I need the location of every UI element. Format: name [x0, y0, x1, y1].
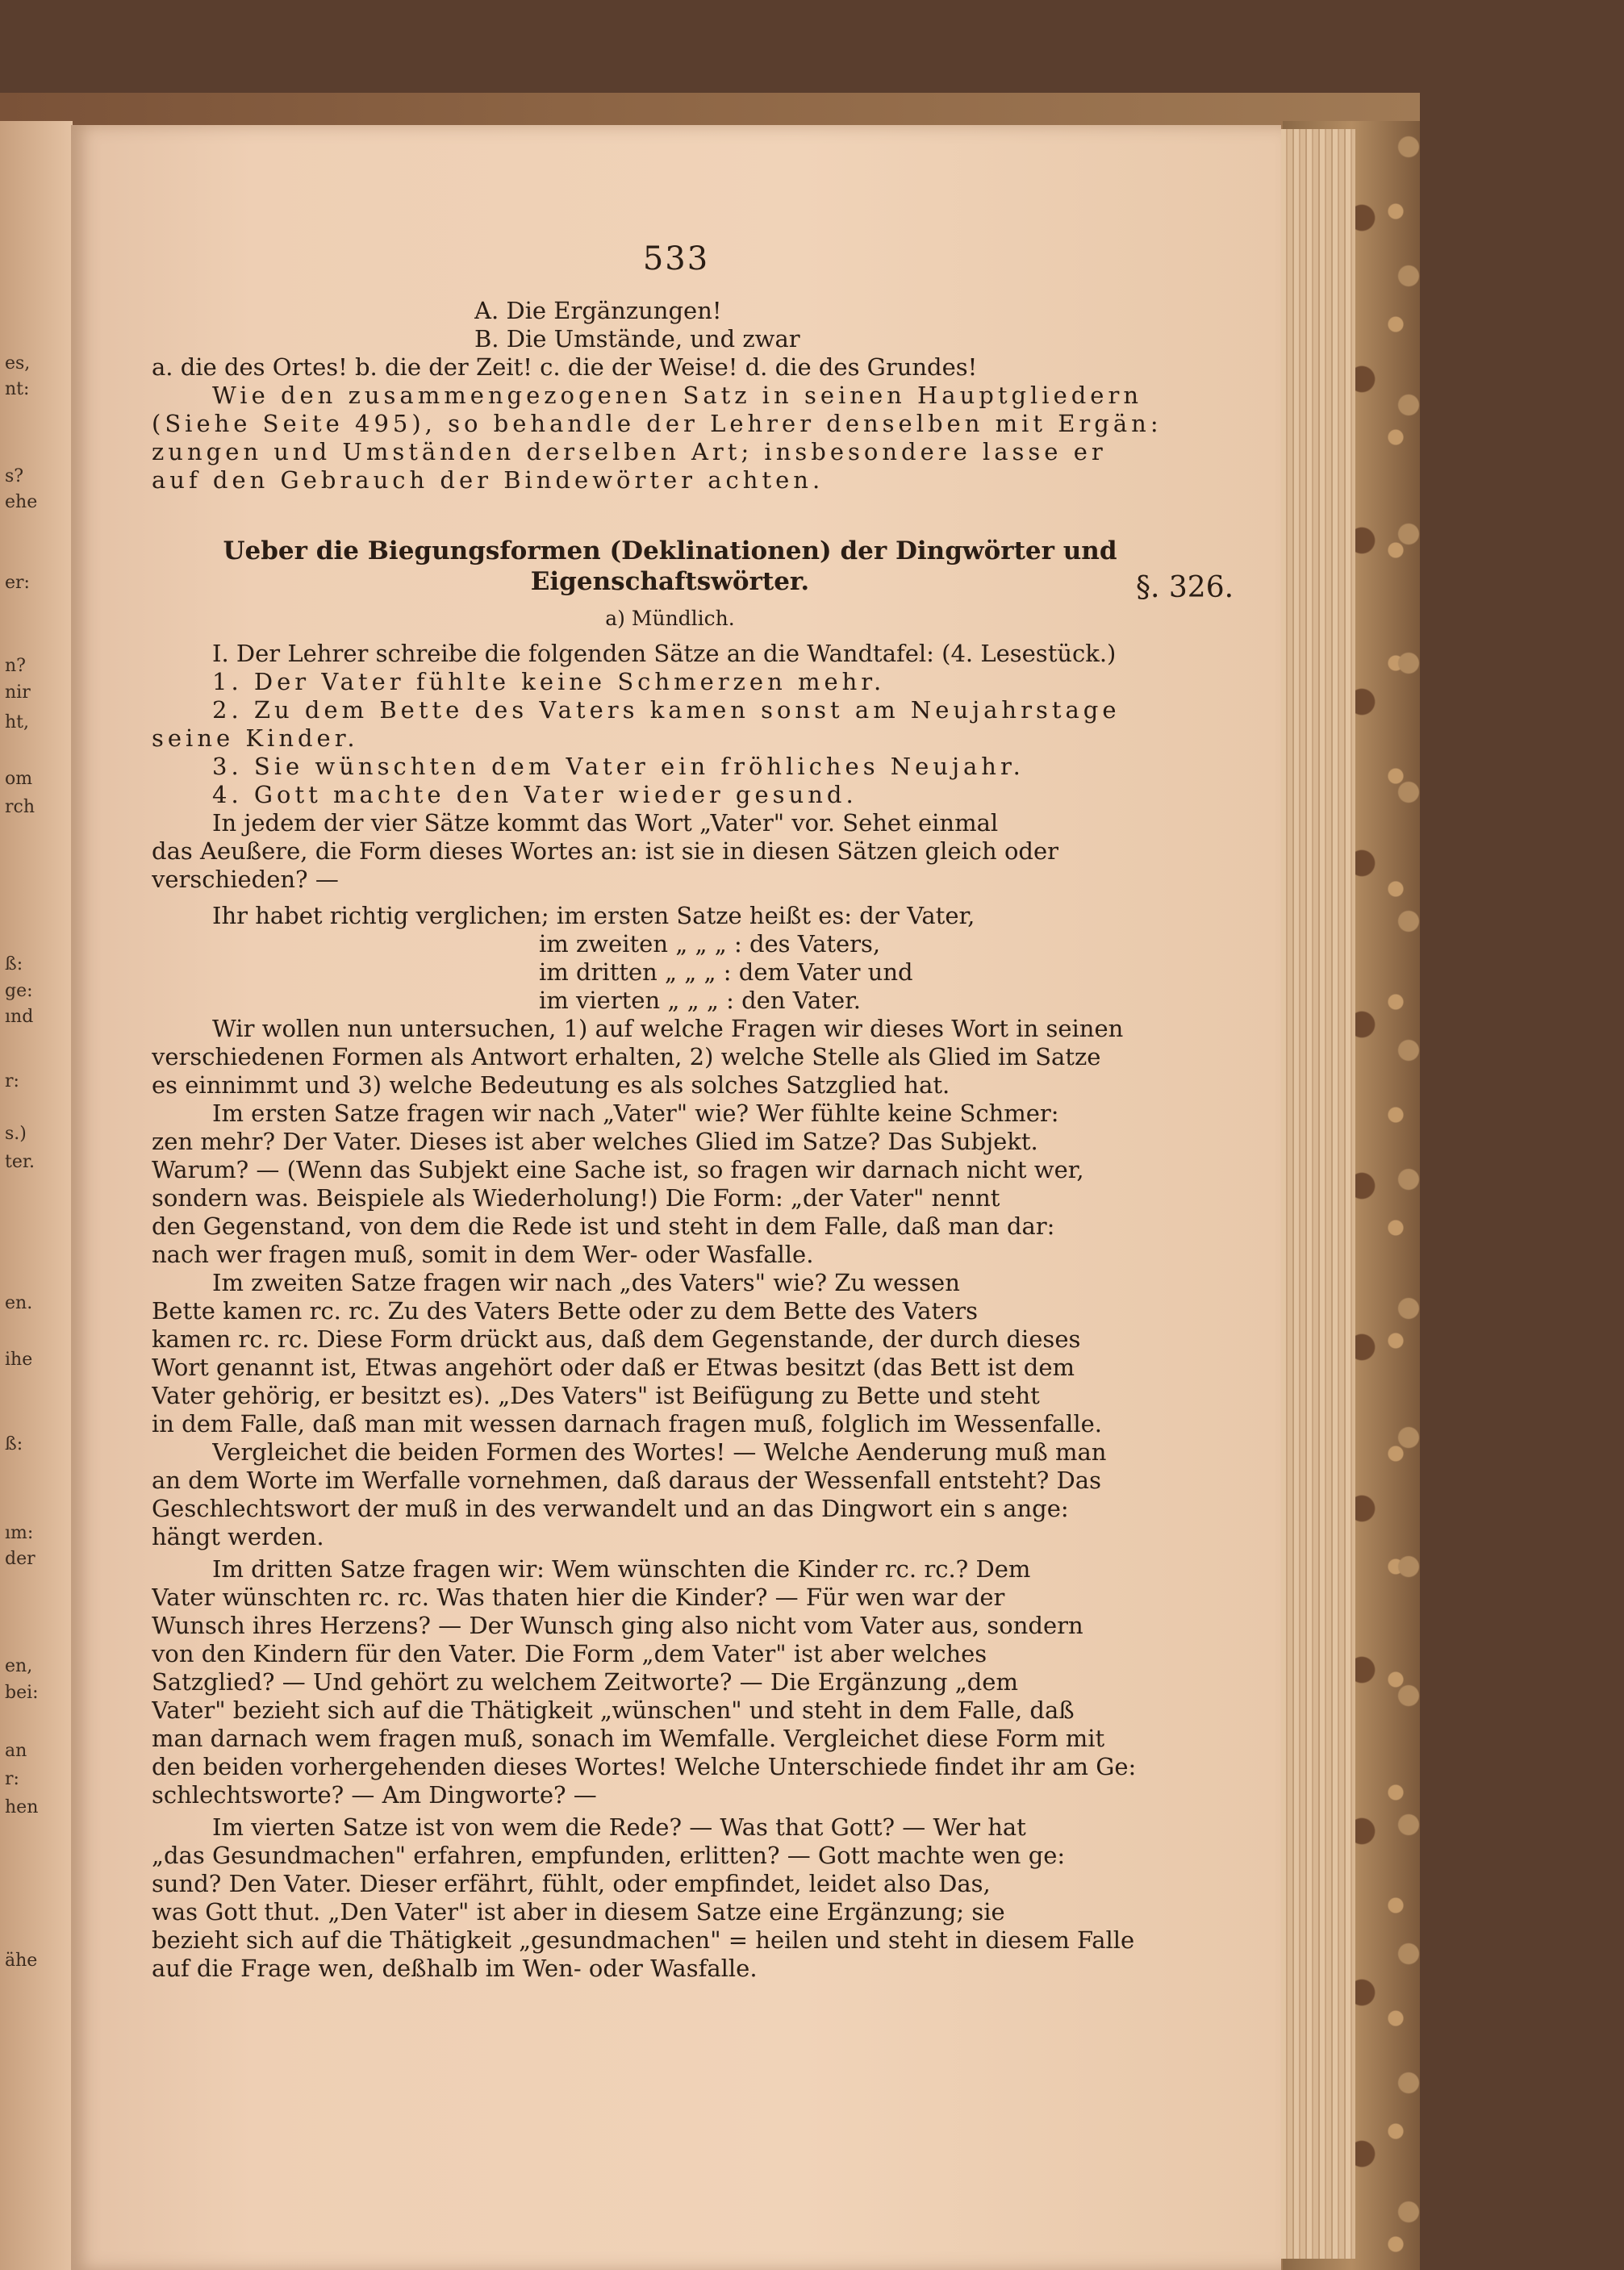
left-page-fragment: r:: [5, 1769, 19, 1789]
left-page-fragment: nir: [5, 682, 31, 703]
text-line: Im vierten Satze ist von wem die Rede? — Was that Gott? — Wer hat: [212, 1813, 1026, 1841]
text-line: Wir wollen nun untersuchen, 1) auf welche Fragen wir dieses Wort in seinen: [212, 1015, 1124, 1042]
left-page-fragment: an: [5, 1741, 27, 1761]
text-line: man darnach wem fragen muß, sonach im Wemfalle. Vergleichet diese Form mit: [152, 1725, 1105, 1752]
left-page-fragment: nt:: [5, 379, 30, 399]
left-page-fragment: ter.: [5, 1152, 35, 1172]
page-number: 533: [642, 240, 710, 277]
text-line: A. Die Ergänzungen!: [474, 297, 722, 324]
left-page-fragment: ähe: [5, 1951, 38, 1971]
left-page-fragment: om: [5, 769, 33, 789]
text-line: seine Kinder.: [152, 724, 359, 752]
left-page-fragment: rch: [5, 797, 35, 817]
text-line: Im ersten Satze fragen wir nach „Vater" wie? Wer fühlte keine Schmer:: [212, 1100, 1059, 1127]
text-line: Vater wünschten rc. rc. Was thaten hier die Kinder? — Für wen war der: [152, 1584, 1005, 1611]
text-line: den Gegenstand, von dem die Rede ist und steht in dem Falle, daß man dar:: [152, 1212, 1055, 1240]
text-line: zen mehr? Der Vater. Dieses ist aber welches Glied im Satze? Das Subjekt.: [152, 1128, 1038, 1155]
left-page-fragment: bei:: [5, 1683, 39, 1703]
left-page-fragment: ım:: [5, 1523, 34, 1543]
text-line: auf die Frage wen, deßhalb im Wen- oder Wasfalle.: [152, 1955, 758, 1982]
section-heading: Ueber die Biegungsformen (Deklinationen) der Dingwörter und: [223, 536, 1117, 565]
left-page-fragment: en,: [5, 1656, 33, 1676]
text-line: Vergleichet die beiden Formen des Wortes! — Welche Aenderung muß man: [212, 1438, 1107, 1466]
subheading: a) Mündlich.: [605, 607, 735, 630]
left-page-fragment: ınd: [5, 1007, 34, 1027]
text-line: 1. Der Vater fühlte keine Schmerzen mehr.: [212, 668, 886, 695]
text-line: verschiedenen Formen als Antwort erhalten, 2) welche Stelle als Glied im Satze: [152, 1043, 1101, 1070]
text-line: B. Die Umstände, und zwar: [474, 325, 800, 353]
text-line: was Gott thut. „Den Vater" ist aber in diesem Satze eine Ergänzung; sie: [152, 1898, 1005, 1926]
left-page-fragment: ß:: [5, 954, 23, 974]
text-line: das Aeußere, die Form dieses Wortes an: ist sie in diesen Sätzen gleich oder: [152, 837, 1058, 865]
text-line: I. Der Lehrer schreibe die folgenden Sätze an die Wandtafel: (4. Lesestück.): [212, 640, 1117, 667]
text-line: in dem Falle, daß man mit wessen darnach fragen muß, folglich im Wessenfalle.: [152, 1410, 1102, 1438]
text-line: den beiden vorhergehenden dieses Wortes! Welche Unterschiede findet ihr am Ge:: [152, 1753, 1137, 1780]
text-line: Vater" bezieht sich auf die Thätigkeit „wünschen" und steht in dem Falle, daß: [152, 1696, 1075, 1724]
left-page-fragment: s.): [5, 1124, 27, 1144]
left-page-fragment: er:: [5, 573, 30, 593]
left-page-fragment: ht,: [5, 712, 30, 732]
text-line: es einnimmt und 3) welche Bedeutung es als solches Satzglied hat.: [152, 1071, 950, 1099]
text-line: schlechtsworte? — Am Dingworte? —: [152, 1781, 597, 1809]
text-line: „das Gesundmachen" erfahren, empfunden, erlitten? — Gott machte wen ge:: [152, 1842, 1066, 1869]
text-line: In jedem der vier Sätze kommt das Wort „Vater" vor. Sehet einmal: [212, 809, 999, 837]
text-line: Warum? — (Wenn das Subjekt eine Sache ist, so fragen wir darnach nicht wer,: [152, 1156, 1084, 1183]
text-line: Geschlechtswort der muß in des verwandelt und an das Dingwort ein s ange:: [152, 1495, 1069, 1522]
left-page-fragment: s?: [5, 466, 24, 486]
text-line: an dem Worte im Werfalle vornehmen, daß daraus der Wessenfall entsteht? Das: [152, 1467, 1101, 1494]
book-page: [71, 125, 1281, 2270]
text-line: (Siehe Seite 495), so behandle der Lehrer denselben mit Ergän:: [152, 410, 1163, 437]
text-line: Satzglied? — Und gehört zu welchem Zeitworte? — Die Ergänzung „dem: [152, 1668, 1018, 1696]
text-line: Wie den zusammengezogenen Satz in seinen Hauptgliedern: [212, 382, 1143, 409]
left-page-fragment: r:: [5, 1071, 19, 1091]
text-line: Im zweiten Satze fragen wir nach „des Vaters" wie? Zu wessen: [212, 1269, 960, 1296]
text-line: 2. Zu dem Bette des Vaters kamen sonst am Neujahrstage: [212, 696, 1121, 724]
left-page-fragment: es,: [5, 353, 31, 373]
text-line: Wort genannt ist, Etwas angehört oder daß er Etwas besitzt (das Bett ist dem: [152, 1354, 1075, 1381]
text-line: bezieht sich auf die Thätigkeit „gesundmachen" = heilen und steht in diesem Falle: [152, 1926, 1135, 1954]
text-line: sund? Den Vater. Dieser erfährt, fühlt, oder empfindet, leidet also Das,: [152, 1870, 991, 1897]
text-line: hängt werden.: [152, 1523, 324, 1550]
text-line: Ihr habet richtig verglichen; im ersten Satze heißt es: der Vater,: [212, 902, 975, 929]
text-line: im dritten „ „ „ : dem Vater und: [539, 958, 913, 986]
left-page-fragment: hen: [5, 1797, 39, 1817]
text-line: sondern was. Beispiele als Wiederholung!) Die Form: „der Vater" nennt: [152, 1184, 1000, 1212]
left-page-fragment: n?: [5, 656, 26, 676]
left-page-fragment: ge:: [5, 981, 33, 1001]
text-line: im vierten „ „ „ : den Vater.: [539, 987, 862, 1014]
left-page-fragment: ß:: [5, 1434, 23, 1454]
text-line: Im dritten Satze fragen wir: Wem wünschten die Kinder rc. rc.? Dem: [212, 1555, 1031, 1583]
page-stack-edge: [1275, 129, 1355, 2259]
left-page-fragment: ihe: [5, 1350, 33, 1370]
text-line: nach wer fragen muß, somit in dem Wer- oder Wasfalle.: [152, 1241, 814, 1268]
text-line: zungen und Umständen derselben Art; insbesondere lasse er: [152, 438, 1107, 465]
text-line: 4. Gott machte den Vater wieder gesund.: [212, 781, 858, 808]
text-line: 3. Sie wünschten dem Vater ein fröhliches Neujahr.: [212, 753, 1025, 780]
left-page-fragment: en.: [5, 1293, 33, 1313]
text-line: im zweiten „ „ „ : des Vaters,: [539, 930, 881, 958]
section-mark: §. 326.: [1136, 571, 1234, 604]
text-line: auf den Gebrauch der Bindewörter achten.: [152, 466, 825, 494]
text-line: Bette kamen rc. rc. Zu des Vaters Bette oder zu dem Bette des Vaters: [152, 1297, 979, 1325]
section-heading: Eigenschaftswörter.: [530, 567, 810, 596]
text-line: von den Kindern für den Vater. Die Form „dem Vater" ist aber welches: [152, 1640, 987, 1667]
text-line: a. die des Ortes! b. die der Zeit! c. die der Weise! d. die des Grundes!: [152, 353, 978, 381]
text-line: Wunsch ihres Herzens? — Der Wunsch ging also nicht vom Vater aus, sondern: [152, 1612, 1083, 1639]
text-line: verschieden? —: [152, 866, 339, 893]
left-page-fragment: der: [5, 1549, 35, 1569]
previous-page-margin: [0, 121, 73, 2270]
left-page-fragment: ehe: [5, 492, 38, 512]
text-line: Vater gehörig, er besitzt es). „Des Vaters" ist Beifügung zu Bette und steht: [152, 1382, 1040, 1409]
text-line: kamen rc. rc. Diese Form drückt aus, daß dem Gegenstande, der durch dieses: [152, 1325, 1081, 1353]
